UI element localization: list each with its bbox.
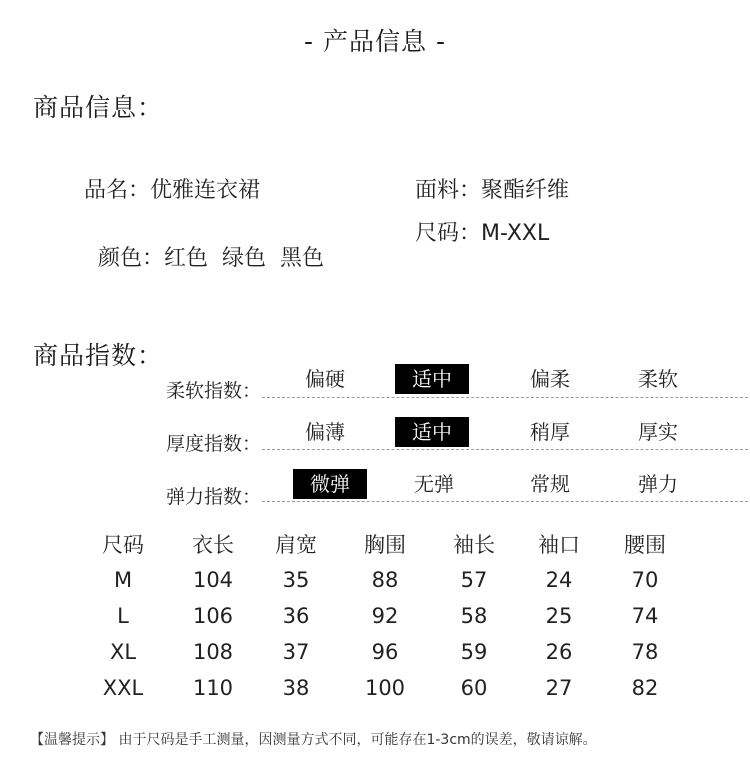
index-section-heading: 商品指数： bbox=[33, 341, 164, 370]
table-cell: 106 bbox=[192, 604, 234, 628]
table-cell: 70 bbox=[631, 568, 659, 592]
table-row bbox=[84, 562, 678, 598]
table-cell: XXL bbox=[102, 676, 144, 700]
table-cell: 35 bbox=[282, 568, 310, 592]
table-cell: 24 bbox=[545, 568, 573, 592]
index-option: 常规 bbox=[530, 472, 570, 496]
table-row bbox=[84, 670, 678, 706]
column-header: 腰围 bbox=[624, 533, 666, 557]
table-cell: M bbox=[113, 568, 133, 592]
table-cell: 88 bbox=[371, 568, 399, 592]
info-section-heading: 商品信息： bbox=[33, 93, 164, 122]
table-cell: 60 bbox=[460, 676, 488, 700]
fabric-label: 面料： bbox=[415, 178, 482, 203]
index-label: 弹力指数： bbox=[166, 486, 262, 508]
index-option: 厚实 bbox=[638, 420, 678, 444]
size-field bbox=[415, 216, 549, 247]
dotted-divider bbox=[262, 397, 748, 398]
table-cell: 25 bbox=[545, 604, 573, 628]
table-cell: 38 bbox=[282, 676, 310, 700]
column-header: 袖口 bbox=[538, 533, 580, 557]
index-option: 偏硬 bbox=[305, 367, 345, 391]
column-header: 肩宽 bbox=[275, 533, 317, 557]
table-cell: 92 bbox=[371, 604, 399, 628]
table-row bbox=[84, 598, 678, 634]
fabric-field bbox=[415, 173, 569, 204]
dotted-divider bbox=[262, 501, 748, 502]
table-cell: 59 bbox=[460, 640, 488, 664]
table-cell: 110 bbox=[192, 676, 234, 700]
size-table bbox=[84, 526, 678, 706]
index-option: 稍厚 bbox=[530, 420, 570, 444]
dotted-divider bbox=[262, 449, 748, 450]
index-option: 无弹 bbox=[414, 472, 454, 496]
size-value: M-XXL bbox=[481, 221, 550, 246]
index-option: 偏柔 bbox=[530, 367, 570, 391]
name-value: 优雅连衣裙 bbox=[150, 178, 261, 203]
table-cell: XL bbox=[109, 640, 137, 664]
table-cell: 57 bbox=[460, 568, 488, 592]
table-cell: 27 bbox=[545, 676, 573, 700]
index-option: 偏薄 bbox=[305, 420, 345, 444]
index-option: 微弹 bbox=[293, 469, 367, 499]
table-cell: 78 bbox=[631, 640, 659, 664]
table-cell: 37 bbox=[282, 640, 310, 664]
index-option: 适中 bbox=[395, 364, 469, 394]
name-field bbox=[84, 173, 260, 204]
table-cell: 36 bbox=[282, 604, 310, 628]
table-cell: 58 bbox=[460, 604, 488, 628]
table-cell: 104 bbox=[192, 568, 234, 592]
table-cell: 74 bbox=[631, 604, 659, 628]
table-cell: 26 bbox=[545, 640, 573, 664]
page-title: - 产品信息 - bbox=[304, 27, 446, 56]
table-cell: 82 bbox=[631, 676, 659, 700]
index-label: 厚度指数： bbox=[166, 433, 262, 455]
size-note: 【温馨提示】 由于尺码是手工测量，因测量方式不同，可能存在1-3cm的误差，敬请谅解。 bbox=[30, 732, 597, 748]
index-option: 柔软 bbox=[638, 367, 678, 391]
index-option: 弹力 bbox=[638, 472, 678, 496]
index-option: 适中 bbox=[395, 417, 469, 447]
column-header: 袖长 bbox=[453, 533, 495, 557]
name-label: 品名： bbox=[84, 178, 151, 203]
color-field bbox=[84, 216, 324, 272]
table-cell: 96 bbox=[371, 640, 399, 664]
fabric-value: 聚酯纤维 bbox=[481, 178, 570, 203]
table-row bbox=[84, 634, 678, 670]
table-cell: 108 bbox=[192, 640, 234, 664]
column-header: 衣长 bbox=[192, 533, 234, 557]
table-header-row bbox=[84, 526, 678, 562]
column-header: 尺码 bbox=[102, 533, 144, 557]
size-label: 尺码： bbox=[415, 221, 482, 246]
color-value: 红色 绿色 黑色 bbox=[164, 246, 324, 271]
table-cell: 100 bbox=[364, 676, 406, 700]
table-cell: L bbox=[117, 604, 129, 628]
color-label: 颜色： bbox=[98, 246, 165, 271]
index-label: 柔软指数： bbox=[166, 380, 262, 402]
column-header: 胸围 bbox=[364, 533, 406, 557]
